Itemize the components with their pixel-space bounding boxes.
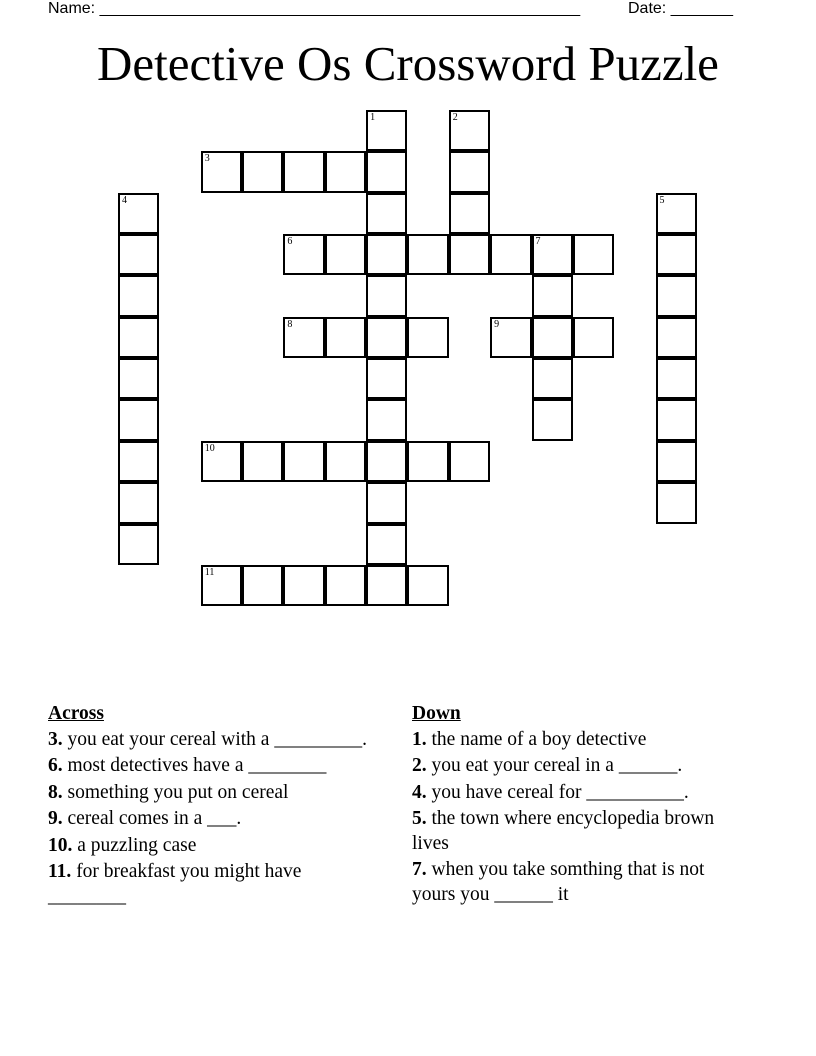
grid-cell[interactable] <box>242 151 283 192</box>
grid-cell[interactable] <box>118 441 159 482</box>
down-clues <box>412 702 752 909</box>
down-clue <box>412 728 752 753</box>
clue-number: 4. <box>412 781 427 803</box>
clue-number-label: 3 <box>204 153 210 165</box>
grid-cell[interactable] <box>573 234 614 275</box>
grid-cell[interactable] <box>118 317 159 358</box>
clue-number-label: 9 <box>494 318 500 330</box>
grid-cell[interactable] <box>449 151 490 192</box>
page-title: Detective Os Crossword Puzzle <box>97 36 719 91</box>
grid-cell[interactable] <box>118 193 159 234</box>
grid-cell[interactable] <box>118 234 159 275</box>
clue-number-label: 10 <box>204 442 215 454</box>
grid-cell[interactable] <box>532 399 573 440</box>
grid-cell[interactable] <box>490 317 531 358</box>
clue-number-label: 1 <box>370 112 376 123</box>
clue-number-label: 5 <box>659 194 665 206</box>
grid-cell[interactable] <box>366 193 407 234</box>
grid-cell[interactable] <box>656 482 697 523</box>
clue-number: 7. <box>412 859 427 880</box>
grid-cell[interactable] <box>118 358 159 399</box>
grid-cell[interactable] <box>532 358 573 399</box>
grid-cell[interactable] <box>656 358 697 399</box>
grid-cell[interactable] <box>656 441 697 482</box>
clue-text: when you take somthing that is not yours you ______ it <box>412 859 705 905</box>
grid-cell[interactable] <box>656 317 697 358</box>
clue-text: something you put on cereal <box>67 781 289 803</box>
down-heading: Down <box>412 703 461 724</box>
across-clue <box>48 860 378 909</box>
clue-number: 1. <box>412 728 427 750</box>
across-clues <box>48 702 378 911</box>
down-clue <box>412 754 752 779</box>
across-clue <box>48 781 378 806</box>
across-clue <box>48 754 378 779</box>
grid-cell[interactable] <box>532 275 573 316</box>
grid-cell[interactable] <box>407 565 448 606</box>
grid-cell[interactable] <box>366 275 407 316</box>
grid-cell[interactable] <box>532 317 573 358</box>
grid-cell[interactable] <box>656 399 697 440</box>
clue-text: for breakfast you might have ________ <box>48 861 302 907</box>
grid-cell[interactable] <box>366 565 407 606</box>
clue-number: 11. <box>48 861 72 882</box>
grid-cell[interactable] <box>366 110 407 151</box>
date-line: Date: _______ <box>628 0 733 17</box>
clue-number: 8. <box>48 781 63 803</box>
grid-cell[interactable] <box>201 441 242 482</box>
down-clue <box>412 781 752 806</box>
down-clue <box>412 807 752 856</box>
grid-cell[interactable] <box>283 234 324 275</box>
down-clue <box>412 858 752 907</box>
grid-cell[interactable] <box>407 317 448 358</box>
clue-number-label: 7 <box>535 236 541 248</box>
grid-cell[interactable] <box>283 441 324 482</box>
clue-number-label: 8 <box>287 318 293 330</box>
grid-cell[interactable] <box>490 234 531 275</box>
grid-cell[interactable] <box>366 441 407 482</box>
clue-text: you have cereal for __________. <box>431 781 689 803</box>
name-line: Name: ______________________________________________________ <box>48 0 581 17</box>
clue-text: you eat your cereal in a ______. <box>431 755 683 776</box>
grid-cell[interactable] <box>407 234 448 275</box>
grid-cell[interactable] <box>573 317 614 358</box>
grid-cell[interactable] <box>118 524 159 565</box>
grid-cell[interactable] <box>366 524 407 565</box>
clue-number-label: 6 <box>287 236 293 248</box>
grid-cell[interactable] <box>449 110 490 151</box>
clue-number-label: 4 <box>122 194 127 206</box>
grid-cell[interactable] <box>449 441 490 482</box>
grid-cell[interactable] <box>325 317 366 358</box>
clue-text: the town where encyclopedia brown lives <box>412 808 715 854</box>
across-clue <box>48 728 378 753</box>
grid-cell[interactable] <box>407 441 448 482</box>
grid-cell[interactable] <box>449 234 490 275</box>
grid-cell[interactable] <box>656 275 697 316</box>
grid-cell[interactable] <box>366 317 407 358</box>
clue-number: 2. <box>412 755 427 776</box>
across-clue <box>48 834 378 859</box>
clue-number-label: 2 <box>452 112 458 123</box>
grid-cell[interactable] <box>118 275 159 316</box>
clue-text: most detectives have a ________ <box>67 755 327 776</box>
grid-cell[interactable] <box>201 151 242 192</box>
grid-cell[interactable] <box>201 565 242 606</box>
grid-cell[interactable] <box>242 441 283 482</box>
clue-number: 5. <box>412 808 427 829</box>
grid-cell[interactable] <box>325 441 366 482</box>
clue-number: 9. <box>48 808 63 829</box>
grid-cell[interactable] <box>325 151 366 192</box>
grid-cell[interactable] <box>325 565 366 606</box>
grid-cell[interactable] <box>283 151 324 192</box>
grid-cell[interactable] <box>532 234 573 275</box>
grid-cell[interactable] <box>283 565 324 606</box>
grid-cell[interactable] <box>366 151 407 192</box>
grid-cell[interactable] <box>656 234 697 275</box>
clue-number-label: 11 <box>204 566 215 578</box>
across-clue <box>48 807 378 832</box>
grid-cell[interactable] <box>366 234 407 275</box>
grid-cell[interactable] <box>656 193 697 234</box>
grid-cell[interactable] <box>366 399 407 440</box>
grid-cell[interactable] <box>366 482 407 523</box>
clue-text: you eat your cereal with a _________. <box>67 728 367 750</box>
across-heading: Across <box>48 703 104 724</box>
grid-cell[interactable] <box>366 358 407 399</box>
clue-number: 6. <box>48 755 63 776</box>
clue-text: a puzzling case <box>77 834 197 856</box>
clue-number: 3. <box>48 728 63 750</box>
grid-cell[interactable] <box>242 565 283 606</box>
clue-text: the name of a boy detective <box>431 728 647 750</box>
grid-cell[interactable] <box>118 399 159 440</box>
grid-cell[interactable] <box>118 482 159 523</box>
grid-cell[interactable] <box>283 317 324 358</box>
grid-cell[interactable] <box>449 193 490 234</box>
grid-cell[interactable] <box>325 234 366 275</box>
clue-number: 10. <box>48 834 73 856</box>
clue-text: cereal comes in a ___. <box>67 808 242 829</box>
